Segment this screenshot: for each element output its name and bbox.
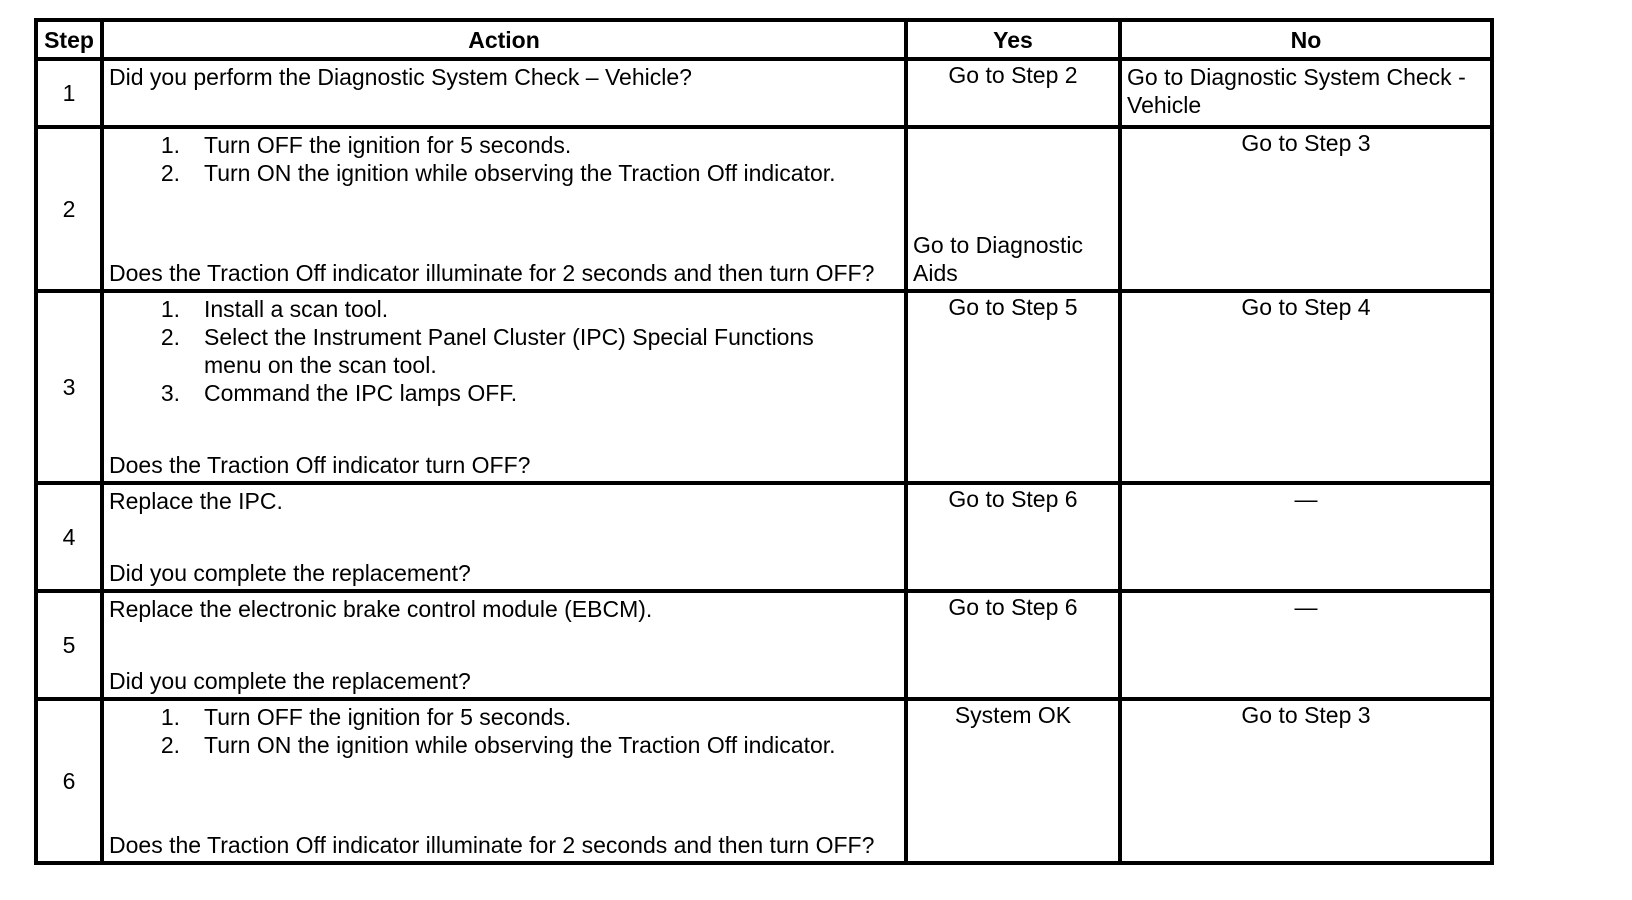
header-yes: Yes xyxy=(906,20,1120,59)
no-cell xyxy=(1120,127,1492,291)
no-cell xyxy=(1120,59,1492,127)
step-number: 1 xyxy=(36,59,102,127)
header-row xyxy=(36,20,1492,59)
yes-result: Go to Step 5 xyxy=(948,294,1078,320)
no-result: — xyxy=(1294,594,1318,620)
action-question: Did you complete the replacement? xyxy=(109,668,471,694)
list-item: 1. Install a scan tool. xyxy=(160,296,389,322)
action-cell xyxy=(102,127,906,291)
yes-cell xyxy=(906,127,1120,291)
header-no: No xyxy=(1120,20,1492,59)
yes-result: Go to Step 6 xyxy=(948,486,1078,512)
yes-result: System OK xyxy=(954,702,1072,728)
yes-result: Go to Diagnostic Aids xyxy=(913,232,1084,286)
no-cell xyxy=(1120,591,1492,699)
yes-cell xyxy=(906,591,1120,699)
no-cell xyxy=(1120,483,1492,591)
no-result: Go to Step 4 xyxy=(1241,294,1371,320)
action-question: Does the Traction Off indicator illuminate for 2 seconds and then turn OFF? xyxy=(109,260,875,286)
list-item: 2. Turn ON the ignition while observing the Traction Off indicator. xyxy=(160,732,836,758)
yes-result: Go to Step 6 xyxy=(948,594,1078,620)
yes-cell xyxy=(906,59,1120,127)
header-action: Action xyxy=(102,20,906,59)
yes-cell xyxy=(906,291,1120,483)
no-result: Go to Step 3 xyxy=(1241,130,1371,156)
no-result: Go to Step 3 xyxy=(1241,702,1371,728)
action-cell xyxy=(102,591,906,699)
list-item: 3. Command the IPC lamps OFF. xyxy=(160,380,518,406)
yes-result: Go to Step 2 xyxy=(948,62,1078,88)
step-number: 2 xyxy=(36,127,102,291)
step-number: 3 xyxy=(36,291,102,483)
procedure-list xyxy=(109,295,900,407)
list-item: 1. Turn OFF the ignition for 5 seconds. xyxy=(160,704,572,730)
list-item: 1. Turn OFF the ignition for 5 seconds. xyxy=(160,132,572,158)
action-intro: Replace the IPC. xyxy=(109,488,283,514)
action-cell xyxy=(102,483,906,591)
action-question: Does the Traction Off indicator turn OFF? xyxy=(109,452,531,478)
action-cell xyxy=(102,291,906,483)
step-number: 4 xyxy=(36,483,102,591)
yes-cell xyxy=(906,699,1120,863)
list-item: 2. Select the Instrument Panel Cluster (IPC) Special Functions menu on the scan tool. xyxy=(160,324,814,378)
action-question: Did you perform the Diagnostic System Check – Vehicle? xyxy=(109,64,692,90)
action-cell xyxy=(102,59,906,127)
action-question: Does the Traction Off indicator illuminate for 2 seconds and then turn OFF? xyxy=(109,832,875,858)
header-step: Step xyxy=(36,20,102,59)
no-result: — xyxy=(1294,486,1318,512)
table-row xyxy=(36,59,1492,127)
diagnostic-table xyxy=(34,18,1494,865)
no-cell xyxy=(1120,699,1492,863)
step-number: 5 xyxy=(36,591,102,699)
table-row xyxy=(36,127,1492,291)
list-item: 2. Turn ON the ignition while observing the Traction Off indicator. xyxy=(160,160,836,186)
diagnostic-table-container xyxy=(34,18,1494,865)
no-result: Go to Diagnostic System Check - Vehicle xyxy=(1127,64,1466,118)
table-row xyxy=(36,291,1492,483)
action-intro: Replace the electronic brake control module (EBCM). xyxy=(109,596,653,622)
yes-cell xyxy=(906,483,1120,591)
table-row xyxy=(36,483,1492,591)
action-cell xyxy=(102,699,906,863)
action-question: Did you complete the replacement? xyxy=(109,560,471,586)
table-row xyxy=(36,699,1492,863)
no-cell xyxy=(1120,291,1492,483)
table-row xyxy=(36,591,1492,699)
step-number: 6 xyxy=(36,699,102,863)
procedure-list xyxy=(109,703,900,759)
procedure-list xyxy=(109,131,900,187)
